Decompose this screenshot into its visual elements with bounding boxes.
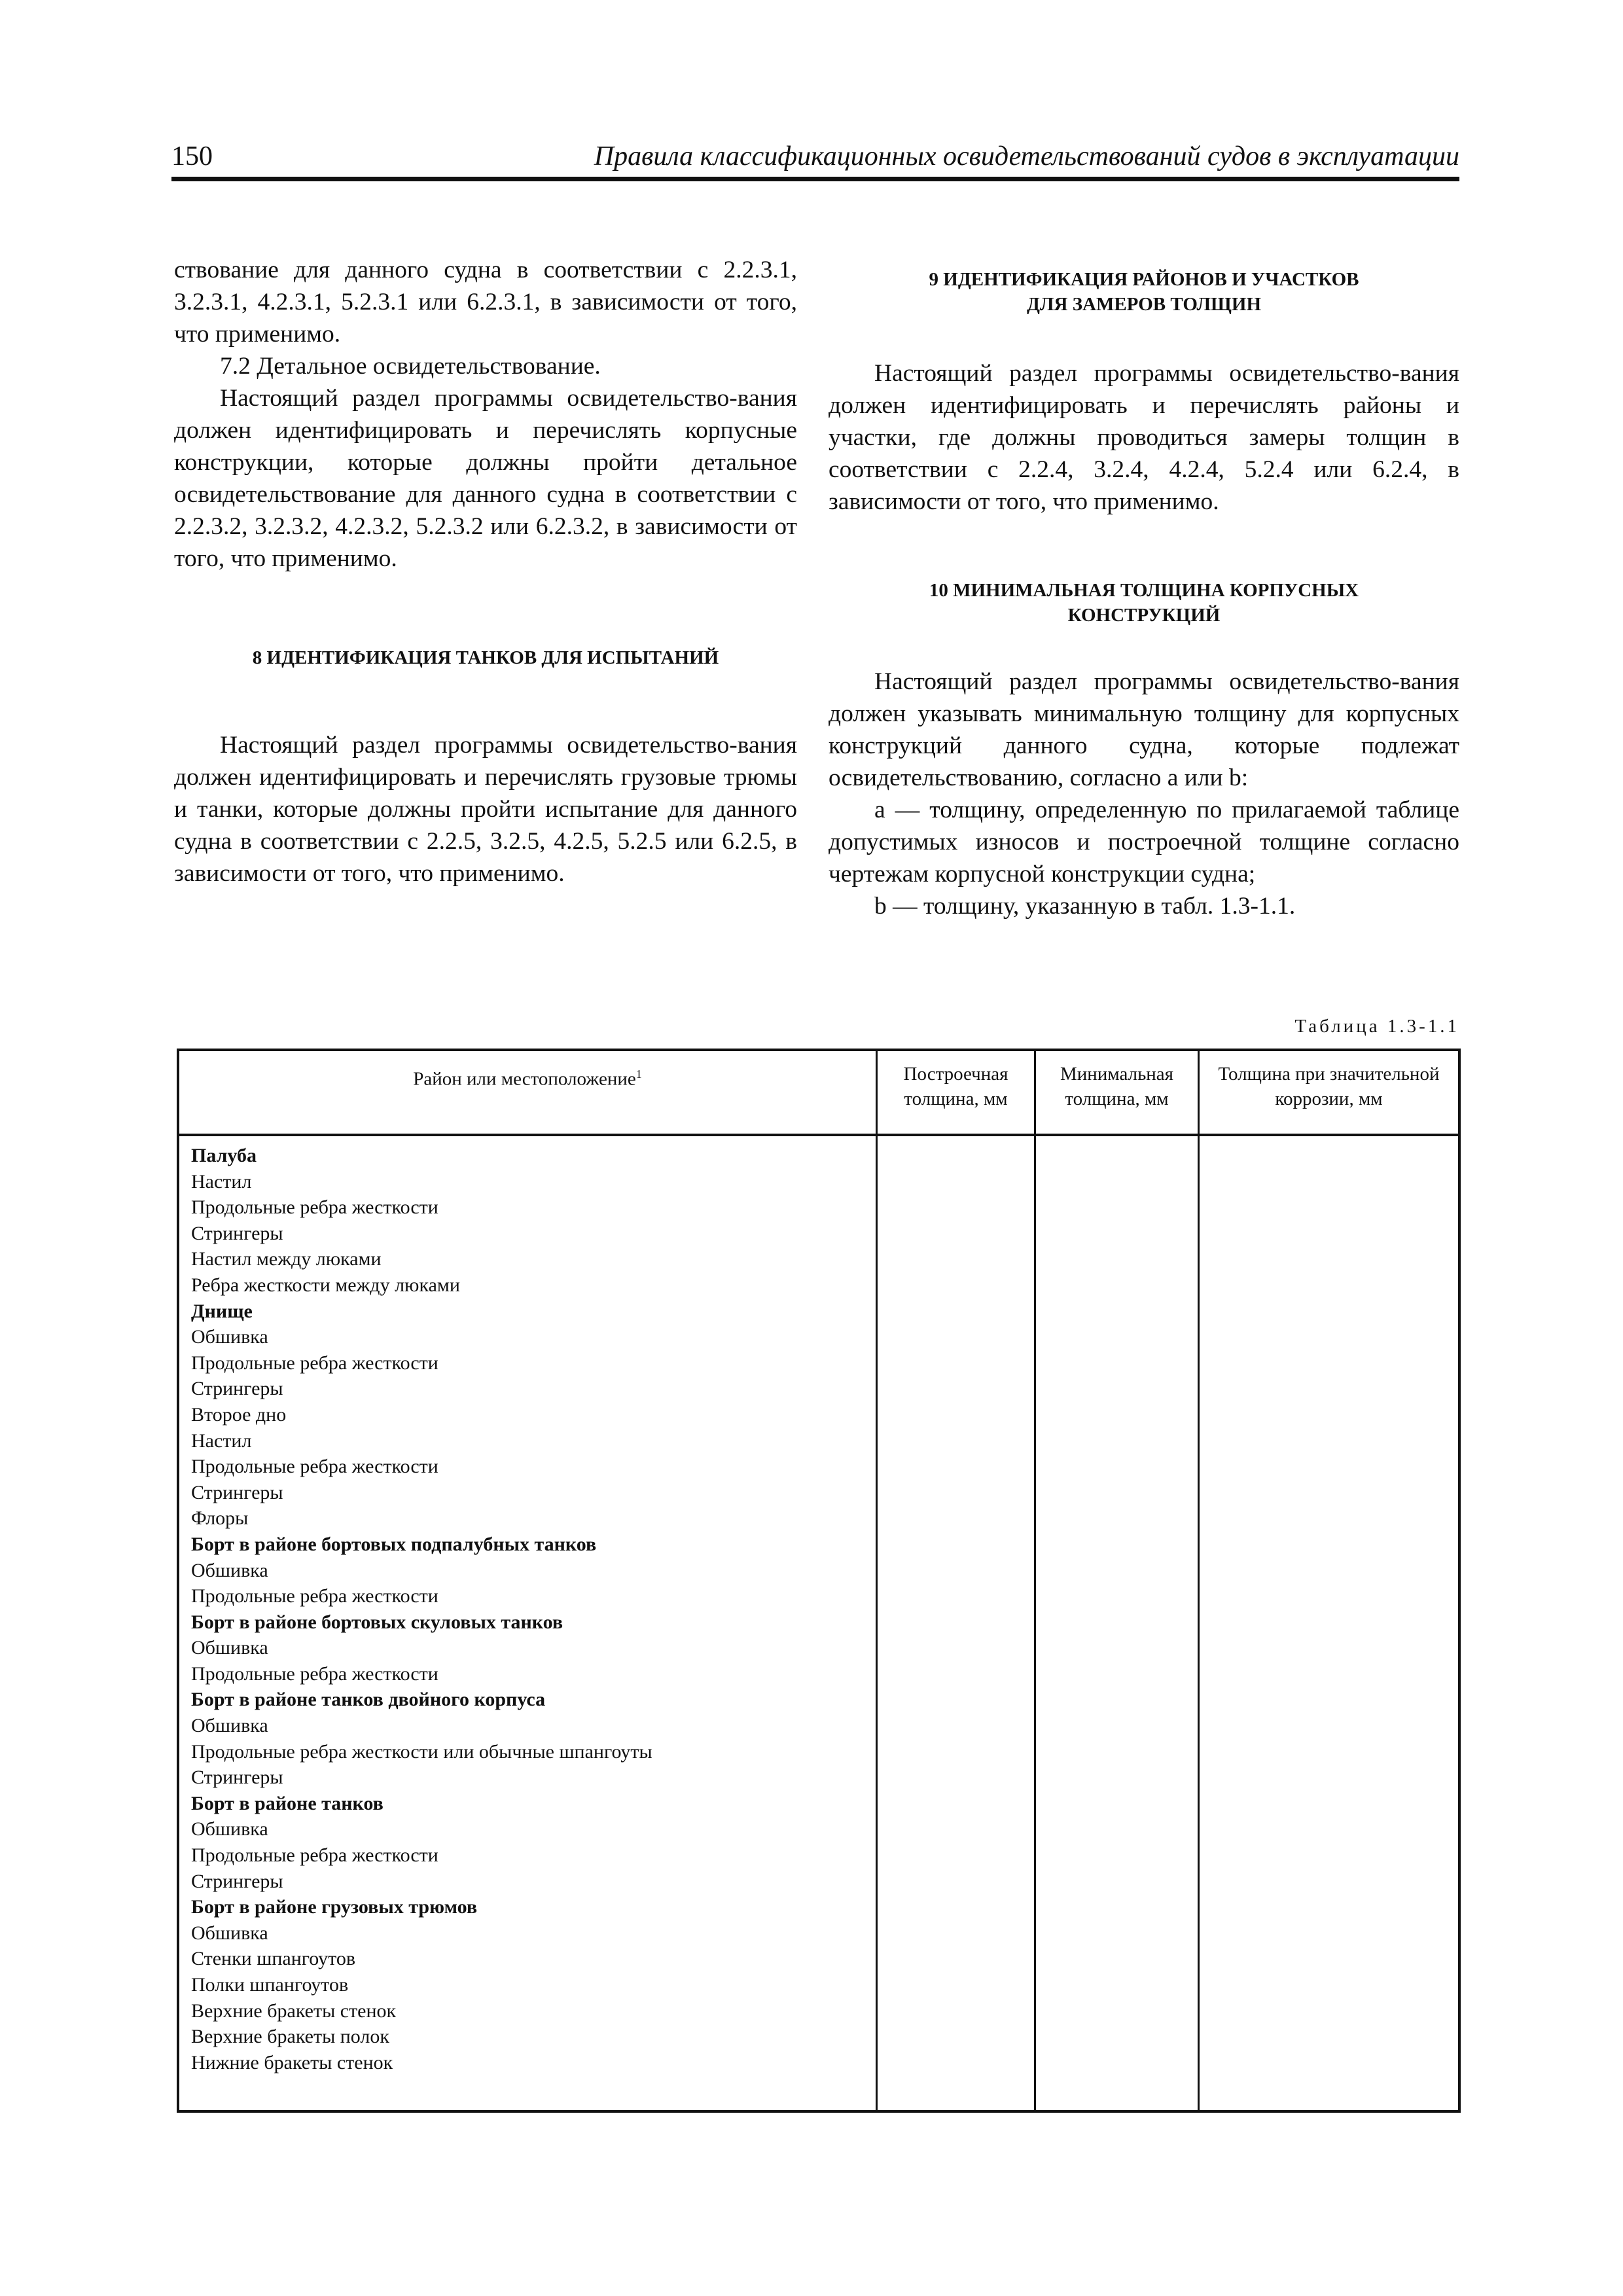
table-row: Борт в районе танков двойного корпуса [191,1689,546,1711]
table-row: Борт в районе бортовых подпалубных танков [191,1533,597,1555]
table-column-divider [876,1051,878,2110]
table-body [191,1143,872,2075]
table-header-rule [179,1134,1458,1136]
table-row: Стрингеры [191,1767,283,1789]
table-row: Ребра жесткости между люками [191,1274,460,1296]
table-row: Верхние бракеты полок [191,2026,389,2048]
table-row: Обшивка [191,1326,268,1348]
table-row: Настил [191,1429,252,1452]
table-row: Продольные ребра жесткости [191,1662,438,1685]
table-header-minimum-line2: толщина, мм [1065,1088,1169,1109]
table-row: Днище [191,1300,253,1322]
left-column [174,254,797,889]
table-row: Нижние бракеты стенок [191,2051,393,2073]
table-row: Обшивка [191,1637,268,1659]
table-row: Продольные ребра жесткости [191,1456,438,1478]
table-row: Флоры [191,1507,249,1530]
table-header-substantial-corrosion-line2: коррозии, мм [1275,1088,1383,1109]
paragraph-continuation: ствование для данного судна в соответствии с 2.2.3.1, 3.2.3.1, 4.2.3.1, 5.2.3.1 или 6.2.3.1, в зависимости от того, что применимо. [174,257,797,348]
section-9-heading-line2: ДЛЯ ЗАМЕРОВ ТОЛЩИН [1026,294,1262,315]
table-row: Стрингеры [191,1378,283,1400]
table-row: Обшивка [191,1559,268,1581]
footnote-marker: 1 [635,1067,642,1081]
table-row: Борт в районе грузовых трюмов [191,1896,478,1918]
section-10-heading-line1: 10 МИНИМАЛЬНАЯ ТОЛЩИНА КОРПУСНЫХ [929,580,1359,601]
paragraph-10: Настоящий раздел программы освидетельство-вания должен указывать минимальную толщину для корпусных конструкций данного судна, которые подлежат освидетельствованию, согласно а или b: [829,668,1459,791]
section-9-heading [829,267,1459,317]
table-row: Стрингеры [191,1481,283,1503]
paragraph-9: Настоящий раздел программы освидетельство-вания должен идентифицировать и перечислять районы и участки, где должны проводиться замеры толщин в соответствии с 2.2.4, 3.2.4, 4.2.4, 5.2.4 или 6.2.4, в зависимости от того, что применимо. [829,360,1459,515]
table-header-as-built-line2: толщина, мм [904,1088,1008,1109]
table-row: Обшивка [191,1922,268,1944]
table-row: Настил между люками [191,1248,382,1270]
table-row: Борт в районе бортовых скуловых танков [191,1611,563,1633]
table-header-as-built-line1: Построечная [903,1064,1008,1085]
paragraph-10-item-a: а — толщину, определенную по прилагаемой таблице допустимых износов и построечной толщине согласно чертежам корпусной конструкции судна; [829,797,1459,888]
table-row: Борт в районе танков [191,1792,383,1814]
paragraph-7-2: Настоящий раздел программы освидетельство-вания должен идентифицировать и перечислять корпусные конструкции, которые должны пройти детальное освидетельствование для данного судна в соответствии с 2.2.3.2, 3.2.3.2, 4.2.3.2, 5.2.3.2 или 6.2.3.2, в зависимости от того, что применимо. [174,385,797,572]
table-column-divider [1198,1051,1200,2110]
table-header-as-built [878,1062,1034,1111]
table-row: Обшивка [191,1715,268,1737]
table-row: Полки шпангоутов [191,1974,349,1996]
table-row: Продольные ребра жесткости [191,1844,438,1867]
table-row: Продольные ребра жесткости или обычные шпангоуты [191,1740,652,1763]
section-10-heading-line2: КОНСТРУКЦИЙ [1067,605,1221,626]
header-rule [171,177,1459,181]
table-header-minimum-line1: Минимальная [1060,1064,1174,1085]
thickness-table [177,1049,1461,2113]
table-row: Верхние бракеты стенок [191,2000,397,2022]
page-number: 150 [171,141,213,171]
table-row: Палуба [191,1145,257,1166]
table-header-location [179,1062,876,1092]
subsection-7-2-title: 7.2 Детальное освидетельствование. [220,353,601,380]
table-row: Стрингеры [191,1222,283,1244]
table-header-minimum [1036,1062,1198,1111]
table-header-substantial-corrosion [1200,1062,1458,1111]
table-header-location-text: Район или местоположение [413,1068,636,1090]
table-row: Стрингеры [191,1870,283,1892]
table-row: Обшивка [191,1818,268,1840]
table-caption: Таблица 1.3-1.1 [1294,1016,1459,1037]
section-8-heading: 8 ИДЕНТИФИКАЦИЯ ТАНКОВ ДЛЯ ИСПЫТАНИЙ [252,647,719,668]
section-10-heading [829,578,1459,628]
table-header-substantial-corrosion-line1: Толщина при значительной [1218,1064,1440,1085]
section-9-heading-line1: 9 ИДЕНТИФИКАЦИЯ РАЙОНОВ И УЧАСТКОВ [929,269,1359,290]
table-row: Стенки шпангоутов [191,1948,356,1970]
right-column [829,254,1459,922]
table-row: Настил [191,1170,252,1193]
table-column-divider [1034,1051,1036,2110]
paragraph-10-item-b: b — толщину, указанную в табл. 1.3-1.1. [874,893,1296,920]
table-row: Второе дно [191,1403,287,1426]
table-row: Продольные ребра жесткости [191,1352,438,1374]
table-row: Продольные ребра жесткости [191,1585,438,1607]
paragraph-8: Настоящий раздел программы освидетельство-вания должен идентифицировать и перечислять грузовые трюмы и танки, которые должны пройти испытание для данного судна в соответствии с 2.2.5, 3.2.5, 4.2.5, 5.2.5 или 6.2.5, в зависимости от того, что применимо. [174,732,797,887]
table-row: Продольные ребра жесткости [191,1196,438,1219]
running-header-title: Правила классификационных освидетельствований судов в эксплуатации [594,141,1459,171]
